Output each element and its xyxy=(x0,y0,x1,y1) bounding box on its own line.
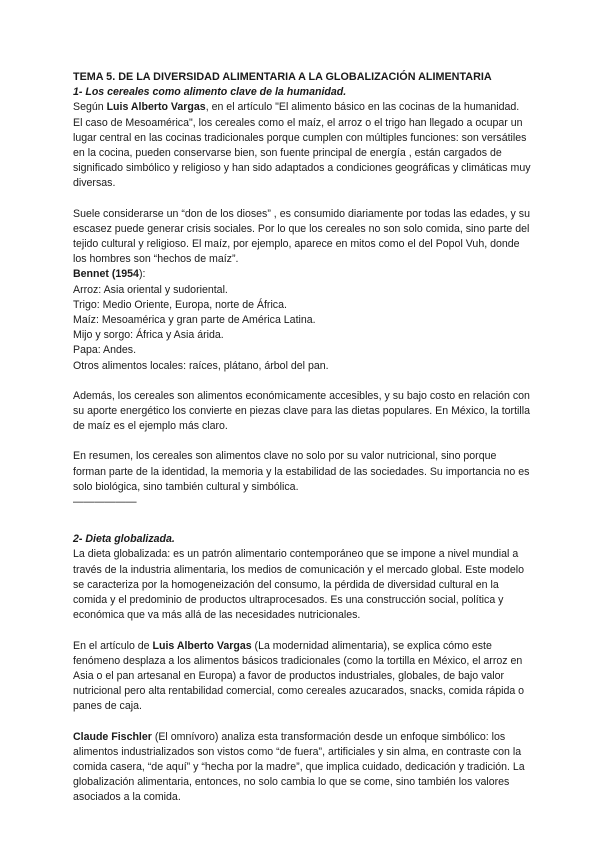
section-2-heading: 2- Dieta globalizada. xyxy=(73,533,175,546)
text-rest: (El omnívoro) analiza esta transformación desde un enfoque simbólico: los alimentos industrializados son vistos como “de fuera”, artificiales y sin alma, en contraste con la comida casera, “de aquí” y “hecha por la madre”, que implica cuidado, dedicación y tradición. La globalización alimentaria, entonces, no solo cambia lo que se come, sino también los valores asociados a la comida. xyxy=(73,730,525,804)
bennet-label: Bennet (1954 xyxy=(73,268,139,281)
text-prefix: En el artículo de xyxy=(73,639,153,652)
list-item: Maíz: Mesoamérica y gran parte de América Latina. xyxy=(73,314,316,327)
separator-line: —————— xyxy=(73,496,137,509)
section-1-paragraph-2: Suele considerarse un “don de los dioses” , es consumido diariamente por todas las edades, y su escasez puede generar crisis sociales. Por lo que los cereales no son solo comida, sino parte del tejido cultural y religioso. El maíz, por ejemplo, aparece en mitos como el del Popol Vuh, donde los hombres son “hechos de maíz”. xyxy=(73,207,530,266)
list-item: Otros alimentos locales: raíces, plátano, árbol del pan. xyxy=(73,359,329,372)
text-rest: (La modernidad alimentaria), se explica cómo este fenómeno desplaza a los alimentos básicos tradicionales (como la tortilla en México, el arroz en Asia o el pan artesanal en Europa) a favor de productos industriales, globales, de bajo valor nutricional pero alta rentabilidad comercial, como cereales azucarados, snacks, comida rápida o panes de caja. xyxy=(73,639,525,713)
document-body xyxy=(73,70,531,806)
section-2-paragraph-3 xyxy=(73,730,531,806)
section-1-paragraph-3: Además, los cereales son alimentos económicamente accesibles, y su bajo costo en relación con su aporte energético los convierte en piezas clave para las dietas populares. En México, la tortilla de maíz es el ejemplo más claro. xyxy=(73,389,530,433)
section-1-heading: 1- Los cereales como alimento clave de la humanidad. xyxy=(73,86,347,99)
section-1-paragraph-1 xyxy=(73,100,531,191)
bennet-heading xyxy=(73,267,531,282)
page-title: TEMA 5. DE LA DIVERSIDAD ALIMENTARIA A LA GLOBALIZACIÓN ALIMENTARIA xyxy=(73,71,492,83)
author-name: Claude Fischler xyxy=(73,730,152,743)
text-rest: , en el artículo "El alimento básico en las cocinas de la humanidad. El caso de Mesoamérica", los cereales como el maíz, el arroz o el trigo han llegado a ocupar un lugar central en las cocinas tradicionales porque cumplen con múltiples funciones: son versátiles en la cocina, pueden conservarse bien, son fuente principal de energía , están cargados de significado simbólico y religioso y han sido adaptados a condiciones geográficas y climáticas muy diversas. xyxy=(73,101,531,190)
list-item: Papa: Andes. xyxy=(73,344,137,357)
section-2-paragraph-2 xyxy=(73,639,531,715)
section-2-paragraph-1: La dieta globalizada: es un patrón alimentario contemporáneo que se impone a nivel mundial a través de la industria alimentaria, los medios de comunicación y el mercado global. Este modelo se caracteriza por la homogeneización del consumo, la pérdida de diversidad cultural en la comida y el predominio de productos ultraprocesados. Es una construcción social, política y económica que va más allá de las necesidades nutricionales. xyxy=(73,548,525,622)
list-item: Mijo y sorgo: África y Asia árida. xyxy=(73,329,224,342)
list-item: Arroz: Asia oriental y sudoriental. xyxy=(73,283,228,296)
section-1-paragraph-4: En resumen, los cereales son alimentos clave no solo por su valor nutricional, sino porque forman parte de la identidad, la memoria y la estabilidad de las sociedades. Su importancia no es solo biológica, sino también cultural y simbólica. xyxy=(73,450,530,493)
bennet-suffix: ): xyxy=(138,268,146,281)
author-name: Luis Alberto Vargas xyxy=(152,639,252,652)
list-item: Trigo: Medio Oriente, Europa, norte de África. xyxy=(73,298,287,311)
author-name: Luis Alberto Vargas xyxy=(106,101,206,114)
text-prefix: Según xyxy=(73,101,107,114)
